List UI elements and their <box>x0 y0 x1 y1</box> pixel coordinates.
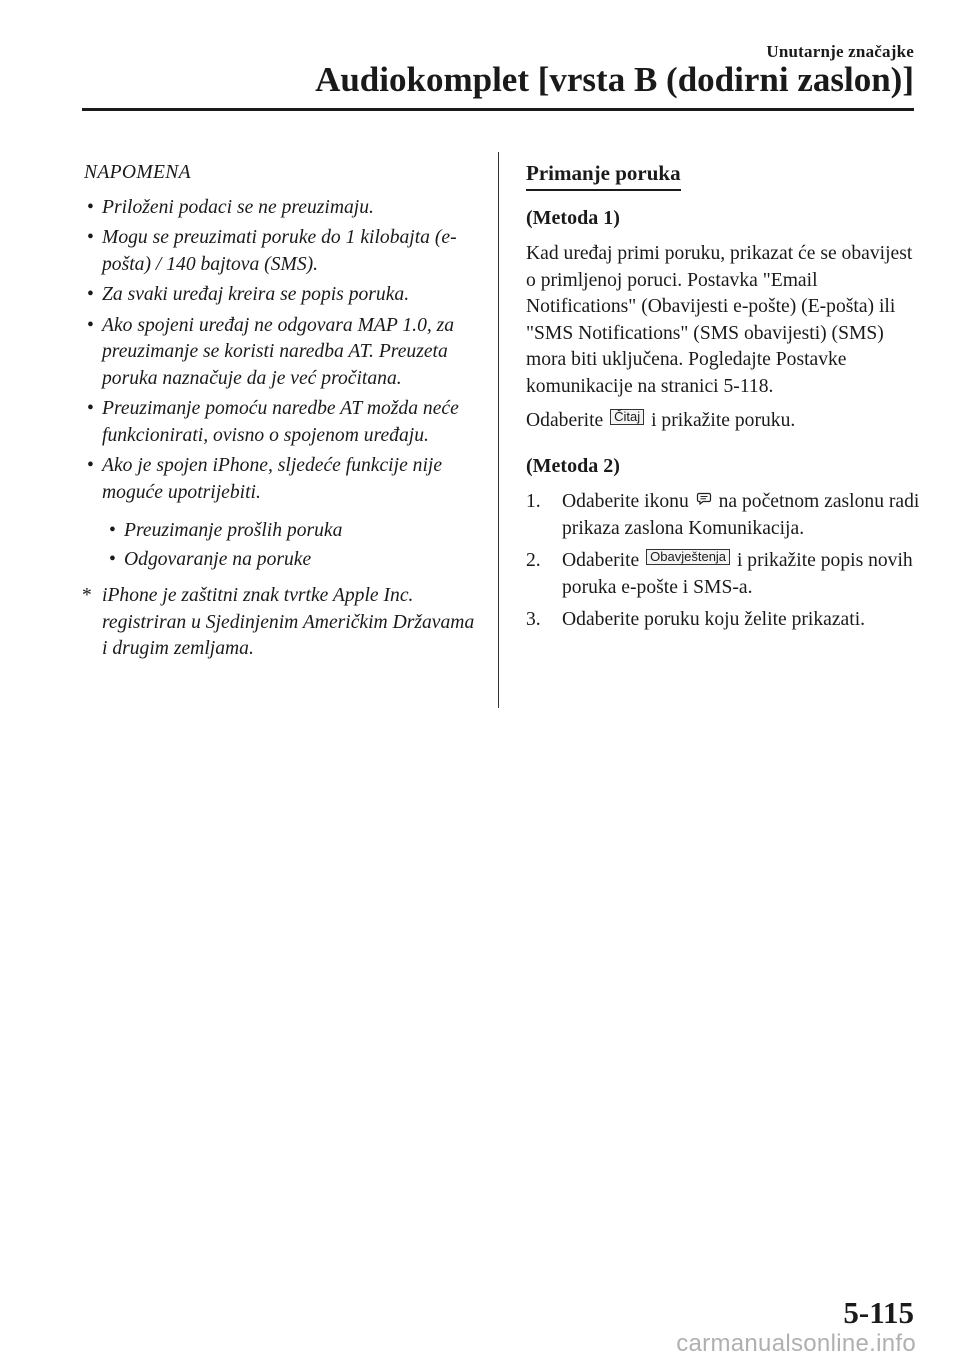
method-1-label: (Metoda 1) <box>526 206 620 229</box>
step-item <box>526 489 926 542</box>
bullet: • <box>87 284 94 305</box>
note-sub-item-text: Odgovaranje na poruke <box>124 548 312 570</box>
footnote <box>82 583 482 663</box>
bullet: • <box>87 314 94 336</box>
bullet: • <box>109 548 116 570</box>
method-2-label: (Metoda 2) <box>526 454 620 477</box>
section-label: Unutarnje značajke <box>766 42 914 61</box>
footnote-mark: * <box>82 585 92 606</box>
section-heading: Primanje poruka <box>526 160 681 191</box>
bullet: • <box>87 455 94 476</box>
step-number: 2. <box>526 550 541 571</box>
step-text: Odaberite ikonu <box>562 491 689 512</box>
note-item <box>82 313 482 393</box>
message-bubble-icon[interactable] <box>696 490 712 506</box>
note-item <box>82 195 482 222</box>
note-item <box>82 225 482 278</box>
note-sub-item <box>104 518 482 545</box>
step-item <box>526 607 926 634</box>
note-sub-item <box>104 547 482 574</box>
notifications-button[interactable]: Obavještenja <box>646 549 730 565</box>
note-item-text: Mogu se preuzimati poruke do 1 kilobajta (e-pošta) / 140 bajtova (SMS). <box>102 227 457 275</box>
note-item <box>82 282 482 309</box>
note-sub-list <box>82 518 482 573</box>
step-number: 1. <box>526 491 541 512</box>
note-item-text: Ako je spojen iPhone, sljedeće funkcije nije moguće upotrijebiti. <box>102 455 443 503</box>
bullet: • <box>109 520 116 541</box>
bullet: • <box>87 227 94 248</box>
method-1-text: Kad uređaj primi poruku, prikazat će se obavijest o primljenoj poruci. Postavka "Email Notifications" (Obavijesti e-pošte) (E-pošta) ili "SMS Notifications" (SMS obavijesti) (SMS) mora biti uključena. Pogledajte Postavke komunikacije na stranici 5-118. <box>526 243 913 397</box>
note-heading: NAPOMENA <box>84 162 191 183</box>
page-number: 5-115 <box>843 1295 914 1330</box>
bullet: • <box>87 398 94 419</box>
header-rule <box>82 108 914 111</box>
column-divider <box>498 152 499 708</box>
action-text: Odaberite <box>526 410 604 431</box>
step-number: 3. <box>526 609 541 630</box>
read-button[interactable]: Čitaj <box>610 409 644 425</box>
step-text: i prikažite popis novih poruka e-pošte i SMS-a. <box>562 550 913 598</box>
note-item <box>82 453 482 506</box>
footnote-text: iPhone je zaštitni znak tvrtke Apple Inc. registriran u Sjedinjenim Američkim Državama i drugim zemljama. <box>102 585 475 659</box>
note-item-text: Priloženi podaci se ne preuzimaju. <box>102 196 374 218</box>
step-text: na početnom zaslonu radi prikaza zaslona Komunikacija. <box>562 491 920 539</box>
note-item <box>82 396 482 449</box>
action-text: i prikažite poruku. <box>651 410 796 431</box>
step-text: Odaberite <box>562 550 640 571</box>
watermark: carmanualsonline.info <box>676 1330 916 1357</box>
page-title: Audiokomplet [vrsta B (dodirni zaslon)] <box>315 60 914 99</box>
bullet: • <box>87 196 94 218</box>
note-item-text: Ako spojeni uređaj ne odgovara MAP 1.0, za preuzimanje se koristi naredba AT. Preuzeta poruka naznačuje da je već pročitana. <box>102 314 455 389</box>
step-text: Odaberite poruku koju želite prikazati. <box>562 609 866 630</box>
note-item-text: Za svaki uređaj kreira se popis poruka. <box>102 284 410 305</box>
receiving-column <box>526 160 926 640</box>
note-sub-item-text: Preuzimanje prošlih poruka <box>124 520 343 541</box>
method-1-action <box>526 408 926 435</box>
step-item <box>526 548 926 601</box>
note-item-text: Preuzimanje pomoću naredbe AT možda neće funkcionirati, ovisno o spojenom uređaju. <box>102 398 459 446</box>
note-column <box>82 160 482 667</box>
